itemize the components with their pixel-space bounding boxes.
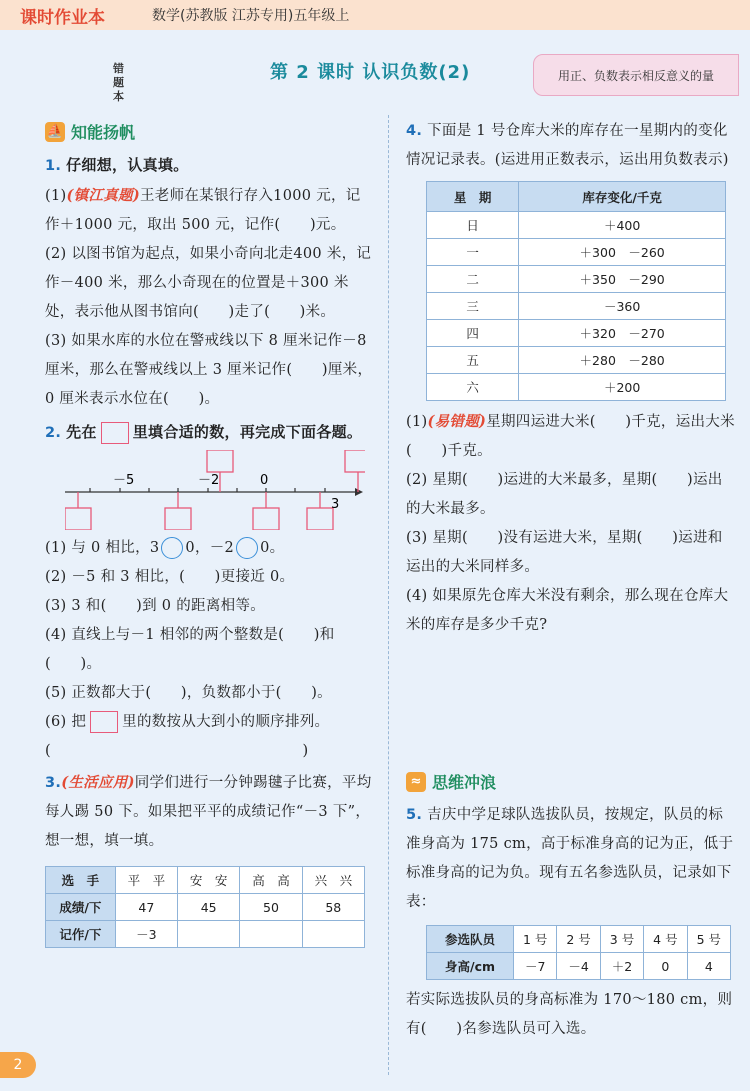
table-row: 一 ＋300 －260 (427, 239, 726, 266)
table-row: 六 ＋200 (427, 374, 726, 401)
table-row: 参选队员 1 号 2 号 3 号 4 号 5 号 (427, 926, 731, 953)
player-height-table (426, 925, 731, 980)
question-tag: (易错题) (427, 413, 487, 430)
sub-question: (6) 把 里的数按从大到小的顺序排列。 (45, 708, 375, 737)
sub-question: (2) －5 和 3 相比，( )更接近 0。 (45, 569, 295, 585)
question-tag: (镇江真题) (66, 187, 140, 204)
sub-question: (3) 星期( )没有运进大米，星期( )运进和运出的大米同样多。 (406, 530, 723, 575)
question-2: 2. 先在 里填合适的数，再完成下面各题。 －5 －2 0 3 (1) 与 0 相比，3 0，－2 0。 (2) －5 和 3 相比，( )更接近 0。 (3) 3 和( )到 0 的距离相等。 (4) 直线上与－1 相邻的两个整数是( )和( )。 (5) 正数都大于( )，负数都小于( )。 (6) 把 里的数按从大到小的顺序排列。 ( ) (45, 418, 375, 766)
score-table (45, 866, 365, 948)
brand-title: 课时作业本 (20, 7, 105, 28)
table-row: 身高/cm －7 －4 ＋2 0 4 (427, 953, 731, 980)
sub-question: (3) 如果水库的水位在警戒线以下 8 厘米记作－8 厘米，那么在警戒线以上 3 厘米记作( )厘米，0 厘米表示水位在( )。 (45, 333, 373, 407)
tick-label: 0 (260, 473, 269, 488)
table-row: 四 ＋320 －270 (427, 320, 726, 347)
table-row: 记作/下 －3 (46, 921, 365, 948)
topic-box: 用正、负数表示相反意义的量 (533, 54, 739, 96)
sub-question: 若实际选拔队员的身高标准为 170～180 cm，则有( )名参选队员可入选。 (406, 992, 733, 1037)
sub-question: (2) 星期( )运进的大米最多，星期( )运出的大米最多。 (406, 472, 723, 517)
answer-square (101, 422, 129, 444)
sub-question: (4) 如果原先仓库大米没有剩余，那么现在仓库大米的库存是多少千克? (406, 588, 729, 633)
tick-label: 3 (331, 497, 340, 512)
question-5: 5. 吉庆中学足球队选拔队员，按规定，队员的标准身高为 175 cm，高于标准身高的记为正，低于标准身高的记为负。现有五名参选队员，记录如下表： 参选队员 1 号 2 号 3 号 4 号 5 号 身高/cm －7 －4 ＋2 0 4 若实际选拔队员的身高标准为 170～180 cm，则有( )名参选队员可入选。 (406, 801, 736, 1044)
sub-question: (3) 3 和( )到 0 的距离相等。 (45, 598, 266, 614)
left-column (45, 120, 375, 948)
table-row: 五 ＋280 －280 (427, 347, 726, 374)
question-number: 4. (406, 123, 423, 139)
sub-question: (1)(镇江真题)王老师在某银行存入1000 元，记作＋1000 元，取出 500 元，记作( )元。 (45, 187, 361, 233)
section-title: 知能扬帆 (71, 123, 136, 142)
question-1 (45, 151, 375, 414)
answer-square (90, 711, 118, 733)
tick-label: －2 (198, 473, 220, 488)
lesson-title: 第 2 课时 认识负数(2) (270, 62, 471, 83)
question-4: 4. 下面是 1 号仓库大米的库存在一星期内的变化情况记录表。(运进用正数表示，运出用负数表示) 星 期 库存变化/千克 日 ＋400 一 ＋300 －260 二 ＋350 －290 三 －360 四 ＋320 －270 五 ＋280 －280 六 ＋200 (1)(易错题)星期四运进大米( )千克，运出大米( )千克。 (2) 星期( )运进的大米最多，星期( )运出的大米最多。 (3) 星期( )没有运进大米，星期( )运进和运出的大米同样多。 (4) 如果原先仓库大米没有剩余，那么现在仓库大米的库存是多少千克? (406, 117, 736, 640)
rice-stock-table (426, 181, 726, 401)
question-number: 5. (406, 807, 423, 823)
section-title: 思维冲浪 (432, 773, 497, 792)
table-row: 三 －360 (427, 293, 726, 320)
question-number: 2. (45, 425, 62, 441)
question-number: 3. (45, 775, 62, 791)
question-tag: (生活应用) (61, 774, 135, 791)
page-header (0, 0, 750, 30)
question-title: 仔细想，认真填。 (66, 156, 189, 174)
sub-question: (4) 直线上与－1 相邻的两个整数是( )和( )。 (45, 627, 335, 672)
section-heading (45, 120, 375, 143)
wave-icon: ≈ (406, 772, 426, 792)
table-row: 星 期 库存变化/千克 (427, 182, 726, 212)
sub-question: (1)(易错题)星期四运进大米( )千克，运出大米( )千克。 (406, 413, 735, 459)
page-number: 2 (0, 1052, 36, 1078)
compare-circle (161, 537, 183, 559)
question-3: 3.(生活应用)同学们进行一分钟踢毽子比赛，平均每人踢 50 下。如果把平平的成绩记作“－3 下”，想一想，填一填。 选 手 平 平 安 安 高 高 兴 兴 成绩/下 47 45 50 58 记作/下 －3 (45, 768, 375, 948)
table-row: 选 手 平 平 安 安 高 高 兴 兴 (46, 867, 365, 894)
question-number: 1. (45, 158, 62, 174)
compare-circle (236, 537, 258, 559)
sail-icon: ⛵ (45, 122, 65, 142)
sub-question: (5) 正数都大于( )，负数都小于( )。 (45, 685, 332, 701)
sub-question: ( ) (45, 743, 309, 759)
section-heading (406, 770, 736, 793)
sub-question: (1) 与 0 相比，3 0，－2 0。 (45, 534, 375, 563)
table-row: 成绩/下 47 45 50 58 (46, 894, 365, 921)
number-line (65, 450, 365, 530)
tick-label: －5 (113, 473, 135, 488)
book-subject: 数学(苏教版 江苏专用)五年级上 (152, 8, 350, 24)
wrong-question-label: 错题本 (113, 62, 124, 103)
right-column (406, 117, 736, 1044)
table-row: 二 ＋350 －290 (427, 266, 726, 293)
sub-question: (2) 以图书馆为起点，如果小奇向北走400 米，记作－400 米，那么小奇现在的位置是＋300 米处，表示他从图书馆向( )走了( )米。 (45, 246, 372, 320)
column-divider (388, 115, 389, 1075)
table-row: 日 ＋400 (427, 212, 726, 239)
